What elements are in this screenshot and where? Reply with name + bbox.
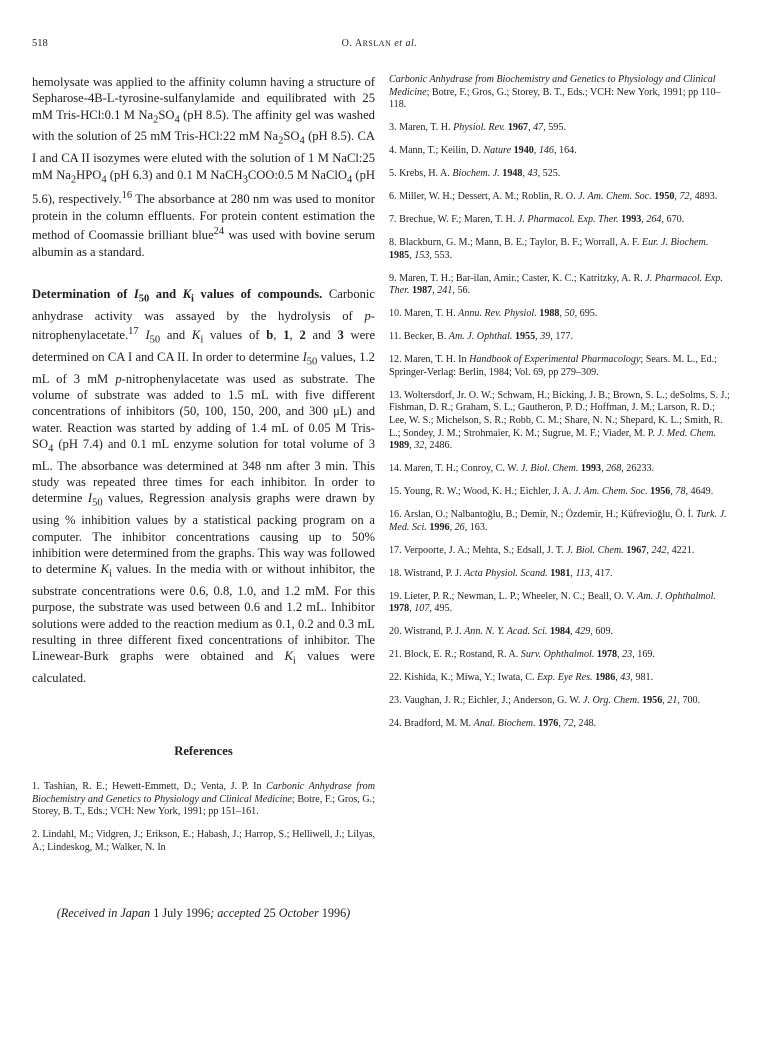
reference-item: 21. Block, E. R.; Rostand, R. A. Surv. Ophthalmol. 1978, 23, 169. — [389, 649, 655, 661]
reference-item: 12. Maren, T. H. In Handbook of Experimental Pharmacology; Sears. M. L., Ed.; Springer-Verlag: Berlin, 1984; Vol. 69, pp 279–309. — [389, 354, 717, 378]
received-note: (Received in Japan 1 July 1996; accepted 25 October 1996) — [56, 906, 351, 920]
reference-item: 4. Mann, T.; Keilin, D. Nature 1940, 146, 164. — [389, 145, 577, 157]
left-column — [32, 74, 375, 865]
reference-item: 7. Brechue, W. F.; Maren, T. H. J. Pharmacol. Exp. Ther. 1993, 264, 670. — [389, 214, 685, 226]
reference-item: 5. Krebs, H. A. Biochem. J. 1948, 43, 525. — [389, 168, 561, 180]
right-column — [389, 74, 731, 741]
reference-item: 10. Maren, T. H. Annu. Rev. Physiol. 1988, 50, 695. — [389, 308, 598, 320]
reference-item: 8. Blackburn, G. M.; Mann, B. E.; Taylor, B. F.; Worrall, A. F. Eur. J. Biochem. 1985, 153, 553. — [389, 237, 709, 261]
reference-item-continued: Carbonic Anhydrase from Biochemistry and Genetics to Physiology and Clinical Medicine; Botre, F.; Gros, G.; Storey, B. T., Eds.; VCH: New York, 1991; pp 110–118. — [389, 74, 721, 111]
reference-item: 9. Maren, T. H.; Bar-ilan, Amir.; Caster, K. C.; Katritzky, A. R. J. Pharmacol. Exp. Ther. 1987, 241, 56. — [389, 272, 723, 297]
reference-item: 16. Arslan, O.; Nalbantoğlu, B.; Demir, N.; Özdemir, H.; Küfrevioğlu, Ö. İ. Turk. J. Med. Sci. 1996, 26, 163. — [389, 509, 727, 533]
reference-item: 11. Becker, B. Am. J. Ophthal. 1955, 39, 177. — [389, 331, 573, 343]
reference-item: 20. Wistrand, P. J. Ann. N. Y. Acad. Sci. 1984, 429, 609. — [389, 626, 614, 638]
running-head: O. ARSLAN et al. — [341, 38, 418, 49]
reference-item: 14. Maren, T. H.; Conroy, C. W. J. Biol. Chem. 1993, 268, 26233. — [389, 463, 655, 475]
reference-item: 6. Miller, W. H.; Dessert, A. M.; Roblin, R. O. J. Am. Chem. Soc. 1950, 72, 4893. — [389, 191, 718, 203]
reference-item: 15. Young, R. W.; Wood, K. H.; Eichler, J. A. J. Am. Chem. Soc. 1956, 78, 4649. — [389, 486, 714, 498]
reference-item: 2. Lindahl, M.; Vidgren, J.; Erikson, E.; Habash, J.; Harrop, S.; Helliwell, J.; Lilyas, A.; Lindeskog, M.; Walker, N. In — [32, 829, 375, 853]
reference-item: 19. Lieter, P. R.; Newman, L. P.; Wheeler, N. C.; Beall, O. V. Am. J. Ophthalmol. 1978, 107, 495. — [389, 590, 716, 615]
reference-item: 18. Wistrand, P. J. Acta Physiol. Scand. 1981, 113, 417. — [389, 567, 613, 579]
reference-item: 23. Vaughan, J. R.; Eichler, J.; Anderson, G. W. J. Org. Chem. 1956, 21, 700. — [389, 695, 701, 707]
page-number: 518 — [32, 38, 48, 49]
reference-item: 3. Maren, T. H. Physiol. Rev. 1967, 47, 595. — [389, 122, 566, 134]
references-heading: References — [174, 744, 233, 759]
reference-item: 24. Bradford, M. M. Anal. Biochem. 1976, 72, 248. — [389, 718, 597, 730]
reference-item: 1. Tashian, R. E.; Hewett-Emmett, D.; Venta, J. P. In Carbonic Anhydrase from Biochemistry and Genetics to Physiology and Clinical Medicine; Botre, F.; Gros, G.; Storey, B. T., Eds.; VCH: New York, 1991; pp 151–161. — [32, 781, 375, 818]
body-paragraph-1: hemolysate was applied to the affinity column having a structure of Sepharose-4B-L-tyrosine-sulfanylamide and equilibrated with 25 mM Tris-HCl:0.1 M $Na_2SO_4$ (pH 8.5). The affinity gel was washed with the solution of 25 mM Tris-HCl:22 mM $Na_2SO_4$ (pH 8.5). CA I and CA II isozymes were eluted with the solution of 1 M NaCl:25 mM $Na_2HPO_4$ (pH 6.3) and 0.1 M NaCH$_3$COO:0.5 M NaClO$_4$ (pH 5.6), respectively.$^{16}$ The absorbance at 280 nm was used to monitor protein in the column effluents. For protein content estimation the method of Coomassie brilliant blue$^{24}$ was used with bovine serum albumin as a standard. — [32, 75, 376, 259]
reference-item: 22. Kishida, K.; Miwa, Y.; Iwata, C. Exp. Eye Res. 1986, 43, 981. — [389, 672, 654, 684]
body-paragraph-2: Determination of $I_{50}$ and $K_i$ values of compounds. Carbonic anhydrase activity was assayed by the hydrolysis of p-nitrophenylacetate.$^{17}$ $I_{50}$ and $K_i$ values of b, 1, 2 and 3 were determined on CA I and CA II. In order to determine $I_{50}$ values, 1.2 mL of 3 mM p-nitrophenylacetate was used as substrate. The volume of substrate was added to 1.5 mL with five different concentrations of inhibitors (50, 100, 150, 200, and 300 μL) and water. Reaction was started by adding of 1.4 mL of 0.05 M Tris-$SO_4$ (pH 7.4) and 0.1 mL enzyme solution for total volume of 3 mL. The absorbance was determined at 348 nm after 3 min. This study was repeated three times for each inhibitor. In order to determine $I_{50}$ values, Regression analysis graphs were drawn by using % inhibition values by a statistical packing program on a computer. The inhibitor concentrations causing up to 50% inhibition were determined from the graphs. This way was followed to determine $K_i$ values. In the media with or without inhibitor, the substrate concentrations were 0.6, 0.8, 1.0, and 1.2 mM. For this purpose, the substrate was used between 0.6 and 1.2 mL. Inhibitor solutions were added to the reaction medium as 0.1, 0.2 and 0.3 mL resulting in three different fixed concentrations of inhibitor. The Linewear-Burk graphs were obtained and $K_i$ values were calculated. — [32, 286, 376, 685]
reference-item: 17. Verpoorte, J. A.; Mehta, S.; Edsall, J. T. J. Biol. Chem. 1967, 242, 4221. — [389, 544, 695, 556]
section-heading: Determination of $I_{50}$ and $K_i$ values of compounds. — [32, 286, 323, 305]
reference-item: 13. Woltersdorf, Jr. O. W.; Schwam, H.; Bicking, J. B.; Brown, S. L.; deSolms, S. J.; Fishman, D. R.; Graham, S. L.; Gautheron, P. D.; Hoffman, J. M.; Larson, R. D.; Lee, W. S.; Michelson, S. R.; Robb, C. M.; Share, N. N.; Shepard, K. L.; Smith, R. L.; Sondey, J. M.; Strohmaier, K. M.; Sugrue, M. F.; Viader, M. P. J. Med. Chem. 1989, 32, 2486. — [389, 389, 730, 452]
